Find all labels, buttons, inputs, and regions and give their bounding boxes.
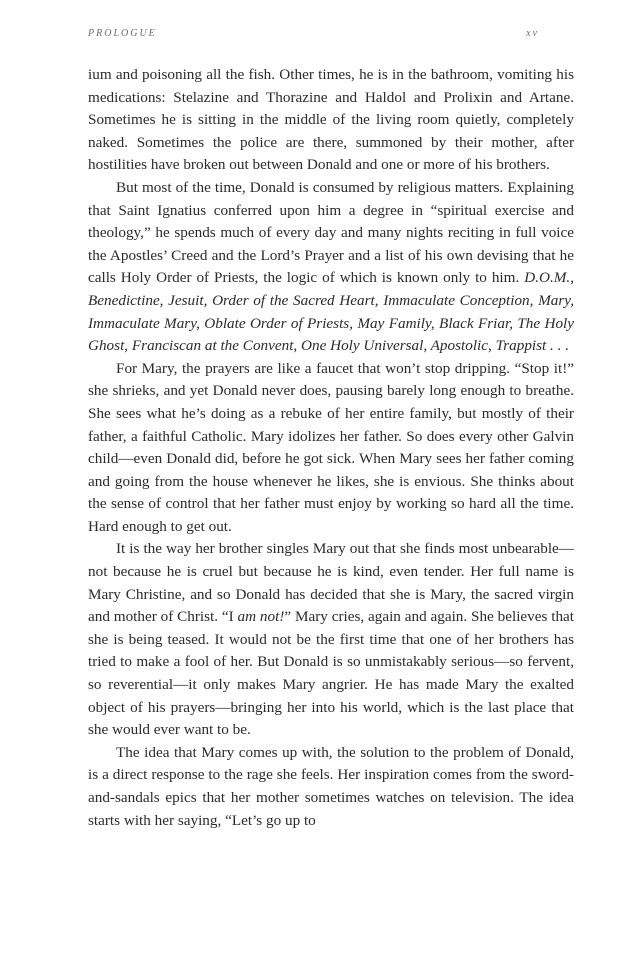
paragraph-1-text: ium and poisoning all the fish. Other times, he is in the bathroom, vomiting his medications: Stelazine and Thorazine and Haldol and Prolixin and Artane. Sometimes he is sitting in the middle of the living room quietly, completely naked. Sometimes the police are there, summoned by their mother, after hostilities have broken out between Donald and one or more of his brothers. bbox=[88, 66, 574, 174]
paragraph-3-text: For Mary, the prayers are like a faucet that won’t stop dripping. “Stop it!” she shrieks, and yet Donald never does, pausing barely long enough to breathe. She sees what he’s doing as a rebuke of her entire family, but mostly of their father, a faithful Catholic. Mary idolizes her father. So does every other Galvin child—even Donald did, before he got sick. When Mary sees her father coming and going from the house whenever he likes, she is envious. She thinks about the sense of control that her father must enjoy by working so hard all the time. Hard enough to get out. bbox=[88, 359, 574, 535]
paragraph-3 bbox=[88, 358, 574, 539]
paragraph-4-text-after: ” Mary cries, again and again. She believes that she is being teased. It would not be the first time that one of her brothers has tried to make a fool of her. But Donald is so unmistakably serious—so fervent, so reverential—it only makes Mary angrier. He has made Mary the exalted object of his prayers—bringing her into his world, which is the last place that she would ever want to be. bbox=[88, 608, 575, 739]
paragraph-5 bbox=[88, 742, 574, 832]
paragraph-5-text: The idea that Mary comes up with, the solution to the problem of Donald, is a direct response to the rage she feels. Her inspiration comes from the sword-and-sandals epics that her mother sometimes watches on television. The idea starts with her saying, “Let’s go up to bbox=[88, 743, 574, 829]
paragraph-4 bbox=[88, 538, 574, 741]
page-number: xv bbox=[526, 28, 539, 39]
running-head bbox=[88, 28, 539, 42]
paragraph-1 bbox=[88, 64, 574, 177]
section-title: PROLOGUE bbox=[88, 28, 157, 39]
body-text bbox=[88, 64, 574, 832]
paragraph-2-italic-list: D.O.M., Benedictine, Jesuit, Order of the Sacred Heart, Immaculate Conception, Mary, Immaculate Mary, Oblate Order of Priests, May Family, Black Friar, The Holy Ghost, Franciscan at the Convent, One Holy Universal, Apostolic, Trappist . . . bbox=[88, 269, 575, 355]
paragraph-2-text: But most of the time, Donald is consumed by religious matters. Explaining that Saint Ignatius conferred upon him a degree in “spiritual exercise and theology,” he spends much of every day and many nights reciting in full voice the Apostles’ Creed and the Lord’s Prayer and a list of his own devising that he calls Holy Order of Priests, the logic of which is known only to him. bbox=[88, 178, 574, 287]
paragraph-2 bbox=[88, 177, 574, 358]
paragraph-4-italic: am not! bbox=[237, 608, 285, 626]
paragraph-4-text-before: It is the way her brother singles Mary out that she finds most unbearable—not because he is cruel but because he is kind, even tender. Her full name is Mary Christine, and so Donald has decided that she is Mary, the sacred virgin and mother of Christ. “I bbox=[88, 540, 574, 626]
